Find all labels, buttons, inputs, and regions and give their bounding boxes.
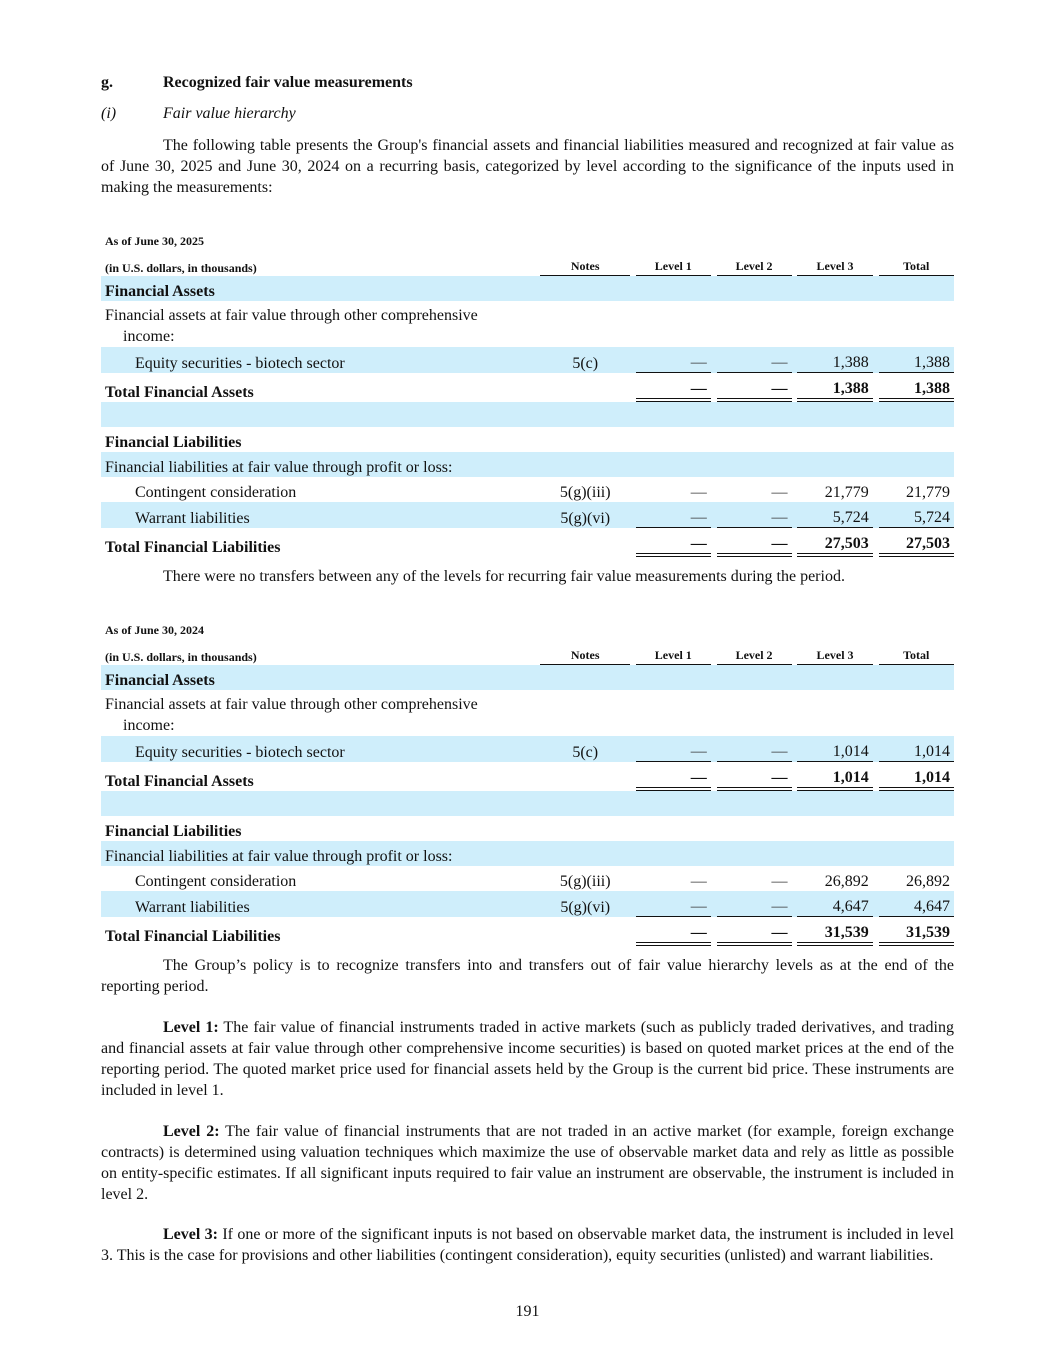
- col-header-level2: Level 2: [717, 638, 792, 665]
- fair-value-table-2024: [101, 613, 954, 946]
- col-header-notes: Notes: [540, 638, 630, 665]
- total-row: Total Financial Assets — — 1,388 1,388: [101, 373, 954, 402]
- level2-paragraph: Level 2: The fair value of financial instruments that are not traded in an active market (for example, foreign exchange contracts) is determined using valuation techniques which maximize the use of observable market data and rely as little as possible on entity-specific estimates. If all significant inputs required to fair value an instrument are observable, the instrument is included in level 2.: [101, 1123, 954, 1203]
- total-row: Total Financial Liabilities — — 31,539 31,539: [101, 917, 954, 946]
- level1-paragraph: Level 1: The fair value of financial instruments traded in active markets (such as publicly traded derivatives, and trading and financial assets at fair value through other comprehensive income securities) is based on quoted market prices at the end of the reporting period. The quoted market price used for financial assets held by the Group is the current bid price. These instruments are included in level 1.: [101, 1019, 954, 1099]
- spacer-row: [101, 402, 954, 427]
- assets-category: Financial assets at fair value through other comprehensive income:: [105, 307, 478, 345]
- col-header-level1: Level 1: [636, 638, 711, 665]
- section-heading: [101, 74, 413, 92]
- subsection-heading: [101, 105, 296, 123]
- level3-paragraph: Level 3: If one or more of the significant inputs is not based on observable market data, the instrument is included in level 3. This is the case for provisions and other liabilities (contingent consideration), equity securities (unlisted) and warrant liabilities.: [101, 1226, 954, 1264]
- col-header-notes: Notes: [540, 249, 630, 276]
- level2-label: Level 2:: [163, 1123, 220, 1140]
- table-row: Contingent consideration 5(g)(iii) — — 26,892 26,892: [135, 873, 950, 890]
- col-header-total: Total: [879, 249, 954, 276]
- col-header-total: Total: [879, 638, 954, 665]
- assets-title: Financial Assets: [101, 665, 954, 690]
- assets-title: Financial Assets: [101, 276, 954, 301]
- col-header-level2: Level 2: [717, 249, 792, 276]
- section-label: g.: [101, 74, 113, 91]
- level1-label: Level 1:: [163, 1019, 219, 1036]
- level3-label: Level 3:: [163, 1226, 218, 1243]
- table-row: Warrant liabilities 5(g)(vi) — — 4,647 4,647: [101, 891, 954, 917]
- liabilities-category: Financial liabilities at fair value through profit or loss:: [101, 452, 954, 477]
- intro-paragraph: The following table presents the Group's financial assets and financial liabilities measured and recognized at fair value as of June 30, 2025 and June 30, 2024 on a recurring basis, categorized by level according to the significance of the inputs used in making the measurements:: [101, 137, 954, 196]
- table-units: (in U.S. dollars, in thousands): [105, 650, 257, 664]
- table-row: Equity securities - biotech sector 5(c) — — 1,014 1,014: [101, 736, 954, 762]
- table-row: Contingent consideration 5(g)(iii) — — 21,779 21,779: [135, 484, 950, 501]
- assets-category: Financial assets at fair value through other comprehensive income:: [105, 696, 478, 734]
- page-number: 191: [515, 1303, 540, 1320]
- table-units: (in U.S. dollars, in thousands): [105, 261, 257, 275]
- no-transfers-paragraph: There were no transfers between any of the levels for recurring fair value measurements during the period.: [163, 568, 845, 585]
- liabilities-category: Financial liabilities at fair value through profit or loss:: [101, 841, 954, 866]
- subsection-title: Fair value hierarchy: [163, 105, 296, 122]
- policy-paragraph: The Group’s policy is to recognize transfers into and transfers out of fair value hierarchy levels as at the end of the reporting period.: [101, 957, 954, 995]
- spacer-row: [101, 791, 954, 816]
- table-as-of: As of June 30, 2024: [105, 623, 205, 637]
- table-row: Warrant liabilities 5(g)(vi) — — 5,724 5,724: [101, 502, 954, 528]
- total-row: Total Financial Liabilities — — 27,503 27,503: [101, 528, 954, 557]
- table-row: Equity securities - biotech sector 5(c) — — 1,388 1,388: [101, 347, 954, 373]
- liabilities-title: Financial Liabilities: [105, 434, 242, 451]
- col-header-level1: Level 1: [636, 249, 711, 276]
- table-as-of: As of June 30, 2025: [105, 234, 205, 248]
- total-row: Total Financial Assets — — 1,014 1,014: [101, 762, 954, 791]
- section-title: Recognized fair value measurements: [163, 74, 413, 91]
- subsection-label: (i): [101, 105, 117, 122]
- fair-value-table-2025: [101, 224, 954, 557]
- col-header-level3: Level 3: [797, 638, 872, 665]
- col-header-level3: Level 3: [797, 249, 872, 276]
- liabilities-title: Financial Liabilities: [105, 823, 242, 840]
